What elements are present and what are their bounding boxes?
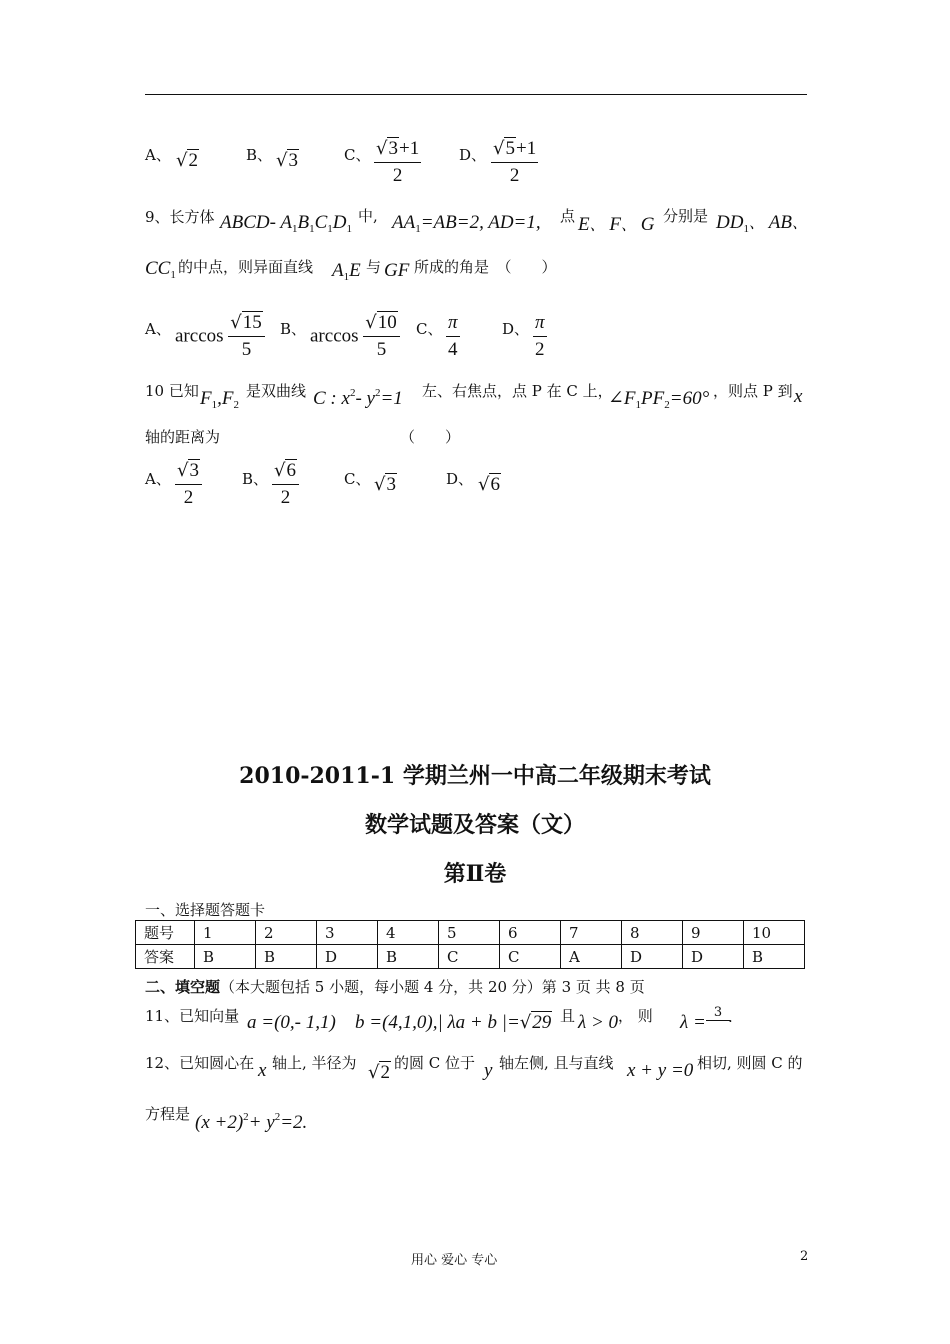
q8-option-c: $\frac{√3+1}{2}$ <box>376 138 420 186</box>
table-cell: 10 <box>744 921 805 945</box>
q11-ze: ， 则 <box>618 1007 653 1025</box>
answer-card-heading: 一、选择题答题卡 <box>145 901 266 919</box>
q12-prefix: 12、已知圆心在 <box>145 1054 255 1072</box>
q10-line2: 轴的距离为 <box>145 428 221 446</box>
q11-answer: 3 <box>706 1005 730 1021</box>
q10-x: x <box>794 386 803 407</box>
q12-t1: 轴上, 半径为 <box>272 1054 357 1072</box>
q9-solid: ABCD- $A_1B_1C_1D_1$ <box>220 212 352 235</box>
q10-prefix: 10 已知 <box>145 382 199 400</box>
q9-option-c: $\frac{\pi}{4}$ <box>448 312 458 360</box>
exam-subtitle: 数学试题及答案（文） <box>364 812 585 838</box>
table-cell: 7 <box>561 921 622 945</box>
q9-cc1: $CC_1$ <box>145 258 176 281</box>
q12-line: x + y =0 <box>627 1060 694 1081</box>
q9-option-d: $\frac{\pi}{2}$ <box>535 312 545 360</box>
q8-option-c-label: C、 <box>344 146 371 164</box>
q11-vector-b: b =(4,1,0),| λa + b |=√29 <box>355 1012 552 1033</box>
row-label: 答案 <box>136 945 195 969</box>
table-cell: D <box>683 945 744 969</box>
footer-motto: 用心 爱心 专心 <box>411 1253 498 1268</box>
q8-option-a-label: A、 <box>145 146 171 164</box>
q12-equation: $(x +2)^2+ y^2=2$. <box>195 1111 308 1133</box>
q10-text3: ，则点 P 到 <box>713 382 793 400</box>
q9-option-d-label: D、 <box>502 320 530 338</box>
table-cell: D <box>317 945 378 969</box>
table-cell: C <box>439 945 500 969</box>
table-cell: B <box>378 945 439 969</box>
section-title: 第Ⅱ卷 <box>443 861 507 887</box>
table-cell: B <box>256 945 317 969</box>
q12-t3: 轴左侧, 且与直线 <box>499 1054 614 1072</box>
q10-option-b: $\frac{√6}{2}$ <box>272 460 299 509</box>
q9-points: E、 F、 G <box>578 214 655 235</box>
table-cell: 2 <box>256 921 317 945</box>
q9-option-c-label: C、 <box>416 320 443 338</box>
table-row <box>136 921 805 945</box>
table-cell: 9 <box>683 921 744 945</box>
table-row <box>136 945 805 969</box>
q8-option-d: $\frac{√5+1}{2}$ <box>493 138 537 186</box>
q11-vector-a: a =(0,- 1,1) <box>247 1012 336 1033</box>
q12-radius: √2 <box>368 1062 390 1083</box>
table-cell: B <box>195 945 256 969</box>
table-cell: 8 <box>622 921 683 945</box>
q10-text2: 左、右焦点，点 P 在 C 上， <box>422 382 613 400</box>
q9-dian: 点 <box>560 207 576 225</box>
table-cell: B <box>744 945 805 969</box>
q10-option-d-label: D、 <box>446 470 474 488</box>
q12-x: x <box>258 1060 267 1081</box>
row-label: 题号 <box>136 921 195 945</box>
q9-line2-text: 的中点，则异面直线 <box>178 258 314 276</box>
q9-segments: $DD_1$、 AB、 <box>716 212 807 235</box>
q10-mid: 是双曲线 <box>246 382 307 400</box>
table-cell: 5 <box>439 921 500 945</box>
q8-option-b-label: B、 <box>246 146 273 164</box>
q8-option-b: √3 <box>276 150 298 171</box>
q11-condition: λ > 0 <box>578 1012 619 1033</box>
q9-zhong: 中, <box>358 207 378 225</box>
q12-y: y <box>484 1060 493 1081</box>
q11-end: . <box>728 1008 733 1026</box>
q11-prefix: 11、已知向量 <box>145 1007 240 1025</box>
q9-prefix: 9、长方体 <box>145 208 215 226</box>
page-number: 2 <box>800 1249 809 1264</box>
q9-yu: 与 <box>366 258 382 276</box>
fill-blank-heading: 二、填空题（本大题包括 5 小题，每小题 4 分，共 20 分）第 3 页 共 8 页 <box>145 978 645 996</box>
q10-option-a-label: A、 <box>145 470 171 488</box>
q10-paren: （ ） <box>400 428 461 446</box>
q9-option-a: arccos $\frac{√15}{5}$ <box>175 312 265 361</box>
q12-t2: 的圆 C 位于 <box>394 1054 476 1072</box>
table-cell: A <box>561 945 622 969</box>
q10-option-c: √3 <box>374 474 396 495</box>
table-cell: 3 <box>317 921 378 945</box>
q11-qie: 且 <box>560 1007 576 1025</box>
q10-option-d: √6 <box>478 474 500 495</box>
q10-option-b-label: B、 <box>242 470 269 488</box>
q9-fenbie: 分别是 <box>663 207 709 225</box>
q9-line2-end: 所成的角是 （ ） <box>414 258 557 276</box>
header-rule <box>145 94 807 95</box>
q10-curve: C : $x^2-$ $y^2=1$ <box>313 387 403 409</box>
q9-option-b-label: B、 <box>280 320 307 338</box>
table-cell: 6 <box>500 921 561 945</box>
q10-angle: $\angle F_1PF_2=60^\circ$ <box>608 388 710 411</box>
q10-option-a: $\frac{√3}{2}$ <box>175 460 202 509</box>
table-cell: 4 <box>378 921 439 945</box>
q9-gf: GF <box>384 260 410 281</box>
q11-lambda: λ = <box>680 1012 706 1033</box>
q9-a1e: $A_1E$ <box>332 260 361 283</box>
q8-option-a: √2 <box>176 150 198 171</box>
q8-option-d-label: D、 <box>459 146 487 164</box>
exam-title: 2010-2011-1 学期兰州一中高二年级期末考试 <box>239 763 711 789</box>
q12-t4: 相切, 则圆 C 的 <box>697 1054 803 1072</box>
table-cell: 1 <box>195 921 256 945</box>
q12-line2: 方程是 <box>145 1105 191 1123</box>
q10-foci: $F_1,F_2$ <box>200 388 239 411</box>
answer-card-table <box>135 920 805 969</box>
q9-condition: $AA_1=AB=2$, AD=1, <box>392 212 541 235</box>
q10-option-c-label: C、 <box>344 470 371 488</box>
table-cell: D <box>622 945 683 969</box>
q9-option-b: arccos $\frac{√10}{5}$ <box>310 312 400 361</box>
q9-option-a-label: A、 <box>145 320 171 338</box>
table-cell: C <box>500 945 561 969</box>
